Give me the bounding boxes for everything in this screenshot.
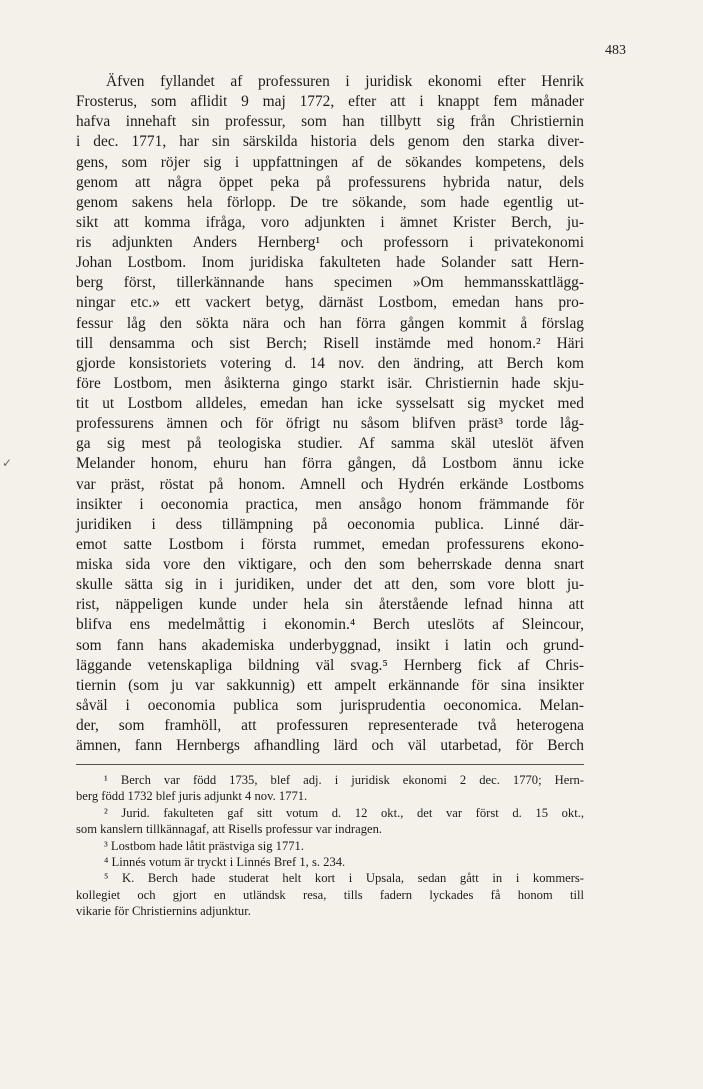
text-line: före Lostbom, men åsikterna gingo starkt isär. Christiernin hade skju-: [76, 374, 584, 392]
text-line: rist, näppeligen kunde under hela sin återstående lefnad hinna att: [76, 596, 584, 614]
text-line: läggande vetenskapliga bildning väl svag.⁵ Hernberg fick af Chris-: [76, 656, 584, 674]
text-line: tiernin (som ju var sakkunnig) ett ampelt erkännande för sina insikter: [76, 676, 584, 694]
text-line: Äfven fyllandet af professuren i juridisk ekonomi efter Henrik: [106, 73, 584, 90]
text-line: sikt att komma ifråga, voro adjunkten i ämnet Krister Berch, ju-: [76, 213, 584, 231]
body-text: [76, 72, 584, 756]
footnote-line: vikarie för Christiernins adjunktur.: [76, 904, 251, 919]
text-line: ris adjunkten Anders Hernberg¹ och professorn i privatekonomi: [76, 234, 584, 251]
text-line: Frosterus, som aflidit 9 maj 1772, efter att i knappt fem månader: [76, 93, 584, 111]
text-line: professurens ämnen och för öfrigt nu såsom blifven präst³ torde låg-: [76, 415, 584, 433]
text-line: till densamma och sist Berch; Risell instämde med honom.² Häri: [76, 334, 584, 352]
footnote-line: ³ Lostbom hade låtit prästviga sig 1771.: [104, 838, 304, 853]
footnote-line: ⁴ Linnés votum är tryckt i Linnés Bref 1, s. 234.: [104, 855, 346, 870]
text-line: emot satte Lostbom i första rummet, emedan professurens ekono-: [76, 535, 584, 553]
text-line: som fann hans akademiska underbyggnad, insikt i latin och grund-: [76, 636, 584, 654]
footnote-line: ¹ Berch var född 1735, blef adj. i juridisk ekonomi 2 dec. 1770; Hern-: [104, 773, 584, 787]
text-line: tit ut Lostbom alldeles, emedan han icke sysselsatt sig mycket med: [76, 395, 584, 412]
text-line: i dec. 1771, har sin särskilda historia dels genom den starka diver-: [76, 133, 584, 151]
text-line: skulle sätta sig in i juridiken, under det att den, som vore blott ju-: [76, 576, 584, 594]
text-line: genom sakens hela förlopp. De tre sökande, som hade egentlig ut-: [76, 193, 584, 211]
page-number: 483: [605, 43, 626, 58]
footnote-line: ² Jurid. fakulteten gaf sitt votum d. 12 okt., det var först d. 15 okt.,: [104, 805, 584, 820]
text-line: insikter i oeconomia practica, men ansågo honom främmande för: [76, 495, 584, 513]
footnote-divider: [76, 764, 584, 765]
text-line: Melander honom, ehuru han förra gången, då Lostbom ännu icke: [76, 455, 584, 473]
text-line: gens, som röjer sig i uppfattningen af de sökandes kompetens, dels: [76, 153, 584, 171]
text-line: fessur låg den sökta nära och han förra gången kommit å förslag: [76, 314, 584, 332]
footnotes: [76, 772, 584, 920]
footnote-line: ⁵ K. Berch hade studerat helt kort i Upsala, sedan gått in i kommers-: [104, 871, 584, 886]
text-line: ningar etc.» ett vackert betyg, därnäst Lostbom, emedan hans pro-: [76, 294, 584, 312]
text-line: såväl i oeconomia publica som jurisprudentia oeconomica. Melan-: [76, 696, 584, 714]
margin-check-mark: ✓: [2, 456, 13, 470]
text-line: der, som framhöll, att professuren representerade två heterogena: [76, 717, 584, 734]
footnote-line: kollegiet och gjort en utländsk resa, tills fadern lyckades få honom till: [76, 887, 584, 902]
text-line: genom att några öppet peka på professurens hybrida natur, dels: [76, 173, 584, 191]
text-line: gjorde konsistoriets votering d. 14 nov. den ändring, att Berch kom: [76, 354, 584, 372]
text-line: var präst, röstat på honom. Amnell och Hydrén erkände Lostboms: [76, 475, 584, 493]
text-line: juridiken i dess tillämpning på oeconomia publica. Linné där-: [76, 515, 584, 533]
text-line: blifva ens medelmåttig i ekonomin.⁴ Berch uteslöts af Sleincour,: [76, 616, 584, 634]
footnote-line: som kanslern tillkännagaf, att Risells professur var indragen.: [76, 822, 383, 837]
text-line: hafva innehaft sin professur, som han tillbytt sig från Christiernin: [76, 113, 584, 131]
text-line: miska sida vore den viktigare, och den som beherrskade denna snart: [76, 556, 584, 573]
text-line: ämnen, fann Hernbergs afhandling lärd och väl utarbetad, för Berch: [76, 737, 584, 755]
text-line: berg först, tillerkännande hans specimen »Om hemmansskattlägg-: [76, 274, 584, 292]
footnote-line: berg född 1732 blef juris adjunkt 4 nov. 1771.: [76, 789, 308, 804]
text-line: Johan Lostbom. Inom juridiska fakulteten hade Solander satt Hern-: [76, 254, 584, 272]
text-line: ga sig mest på teologiska studier. Af samma skäl uteslöt äfven: [76, 435, 584, 453]
